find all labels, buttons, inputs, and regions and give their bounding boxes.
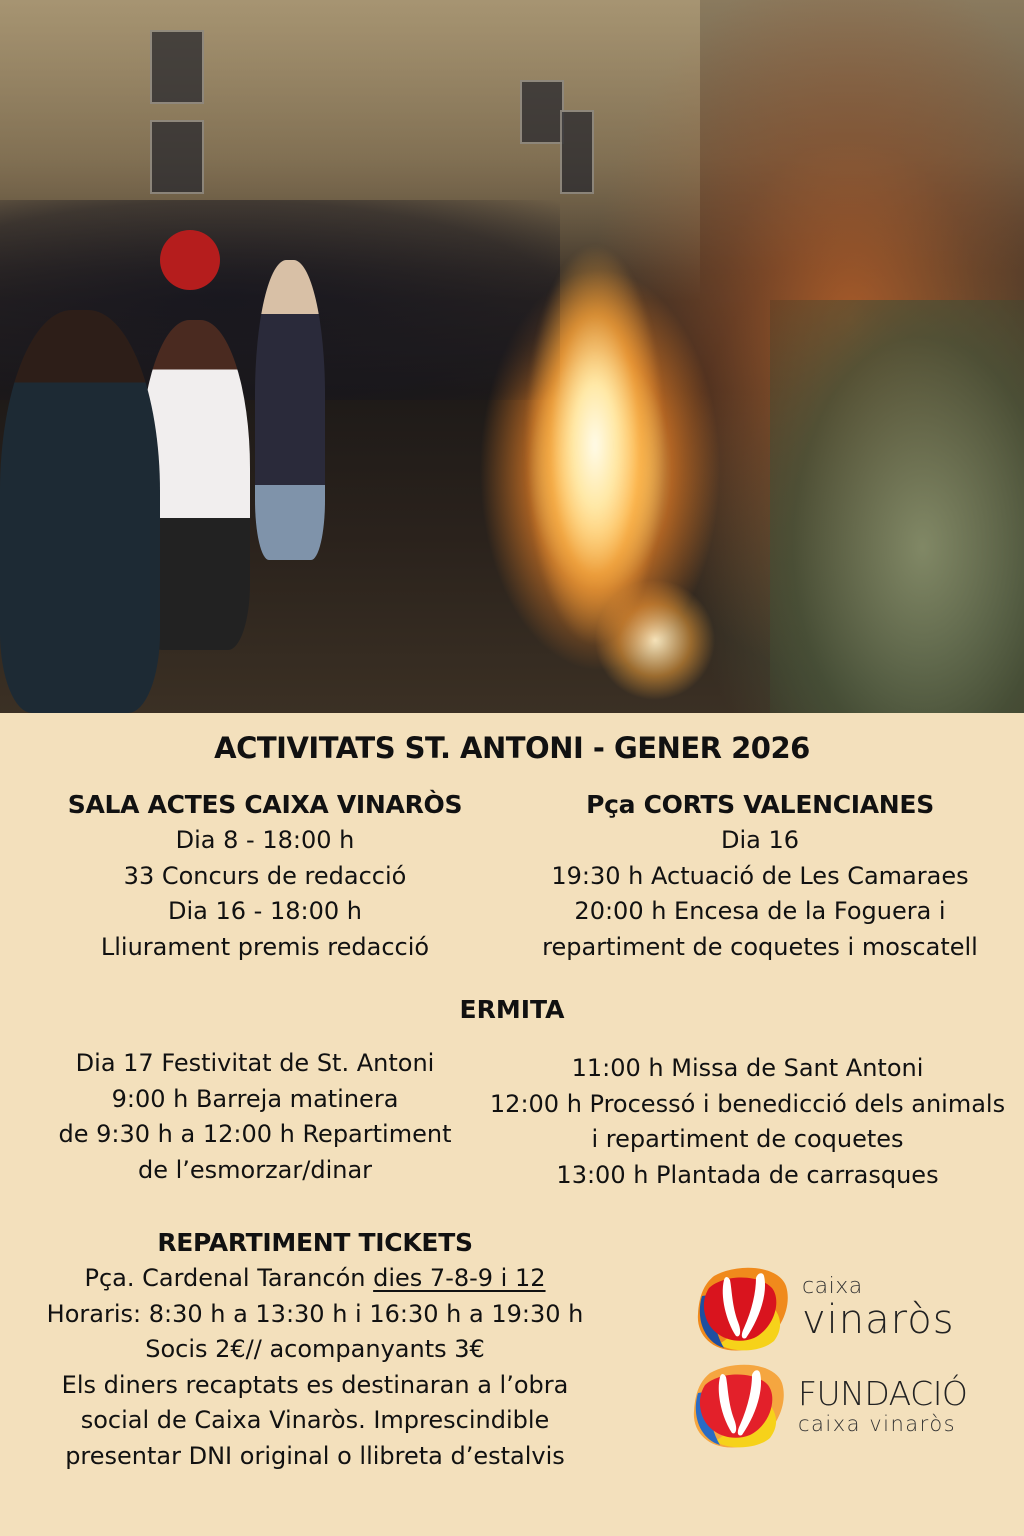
section-corts-valencianes (505, 787, 1015, 965)
info-line: social de Caixa Vinaròs. Imprescindible (80, 1406, 550, 1434)
section-heading-ermita: ERMITA (459, 995, 565, 1024)
bonfire-pile (770, 300, 1024, 713)
window (560, 110, 594, 194)
section-heading: SALA ACTES CAIXA VINARÒS (67, 790, 463, 819)
section-ermita-right (470, 1051, 1024, 1193)
fundacio-logo-icon (690, 1363, 786, 1449)
caixa-vinaros-logo-icon (694, 1266, 790, 1352)
schedule-line: 19:30 h Actuació de Les Camaraes (551, 861, 969, 890)
tickets-place: Pça. Cardenal Tarancón (84, 1264, 374, 1292)
schedule-line: de 9:30 h a 12:00 h Repartiment (58, 1120, 452, 1148)
schedule-line: 33 Concurs de redacció (123, 861, 407, 890)
caixa-vinaros-logo (694, 1266, 955, 1352)
schedule-line: 11:00 h Missa de Sant Antoni (571, 1054, 924, 1082)
schedule-line: 20:00 h Encesa de la Foguera i (574, 897, 946, 925)
section-heading: Pça CORTS VALENCIANES (586, 790, 934, 819)
logo-text-big: vinaròs (802, 1297, 955, 1343)
logo-text-big: FUNDACIÓ (798, 1374, 968, 1413)
schedule-line: 9:00 h Barreja matinera (111, 1084, 399, 1113)
window (150, 30, 204, 104)
tickets-place-line (20, 1261, 610, 1297)
person-man (255, 260, 325, 560)
window (520, 80, 564, 144)
schedule-line: Dia 17 Festivitat de St. Antoni (75, 1049, 435, 1077)
schedule-line: 13:00 h Plantada de carrasques (556, 1160, 939, 1189)
fundacio-caixa-vinaros-logo (690, 1363, 967, 1449)
section-heading: REPARTIMENT TICKETS (157, 1228, 473, 1257)
info-line: presentar DNI original o llibreta d’estalvis (65, 1441, 565, 1470)
info-line: Els diners recaptats es destinaran a l’obra (61, 1370, 569, 1399)
schedule-line: repartiment de coquetes i moscatell (542, 932, 978, 961)
logo-text-small: caixa vinaròs (798, 1412, 957, 1436)
schedule-line: Dia 16 (720, 826, 800, 854)
section-ermita-left (20, 1046, 490, 1188)
info-line: Socis 2€// acompanyants 3€ (145, 1335, 485, 1363)
schedule-line: 12:00 h Processó i benedicció dels animals (489, 1089, 1006, 1118)
page-title: ACTIVITATS ST. ANTONI - GENER 2026 (214, 731, 810, 765)
flame (520, 230, 670, 660)
schedule-line: Dia 8 - 18:00 h (175, 826, 355, 854)
hero-photo-bonfire (0, 0, 1024, 713)
tickets-days: dies 7-8-9 i 12 (373, 1264, 546, 1292)
logo-text-small: caixa (802, 1274, 863, 1299)
schedule-line: Dia 16 - 18:00 h (168, 897, 362, 925)
info-line: Horaris: 8:30 h a 13:30 h i 16:30 h a 19:30 h (46, 1299, 584, 1328)
schedule-line: de l’esmorzar/dinar (137, 1155, 373, 1184)
window (150, 120, 204, 194)
schedule-line: i repartiment de coquetes (591, 1125, 904, 1153)
section-sala-actes (30, 787, 500, 965)
firefighter-helmet (160, 230, 220, 290)
section-tickets (20, 1225, 610, 1474)
schedule-line: Lliurament premis redacció (100, 932, 430, 961)
event-info (0, 713, 1024, 1536)
person-foreground (0, 310, 160, 713)
